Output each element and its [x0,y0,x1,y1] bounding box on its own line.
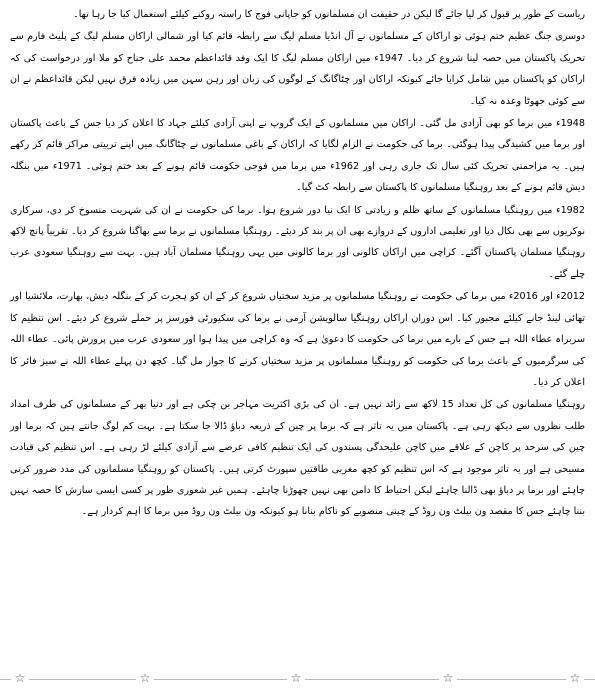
star-icon: ☆ [11,670,29,686]
star-icon: ☆ [566,670,584,686]
star-icon: ☆ [287,670,305,686]
star-icon: ☆ [136,670,154,686]
paragraph-3: 1948ء میں برما کو بھی آزادی مل گئی۔ اراکان میں مسلمانوں کے ایک گروپ نے اپنی آزادی کیلئے جہاد کا اعلان کر دیا جس کے باعث پاکستان اور برما میں کشیدگی پیدا ہوگئی۔ برما کی حکومت نے الزام لگایا کہ اراکان کے باغی مسلمانوں نے چٹاگانگ میں اپنے تربیتی مراکز قائم کر رکھے ہیں۔ یہ مزاحمتی تحریک کئی سال تک جاری رہی اور 1962ء میں برما میں فوجی حکومت قائم ہونے کے بعد ختم ہوئی۔ 1971ء میں بنگلہ دیش قائم ہونے کے بعد روہنگیا مسلمانوں کا پاکستان سے رابطہ کٹ گیا۔ [10,118,585,194]
section-divider [0,668,595,689]
paragraph-1: ریاست کے طور پر قبول کر لیا جائے گا لیکن در حقیقت ان مسلمانوں کو جاپانی فوج کا راستہ روکنے کیلئے استعمال کیا جا رہا تھا۔ [73,9,585,20]
paragraph-6: روہنگیا مسلمانوں کی کل تعداد 15 لاکھ سے زائد نہیں ہے۔ ان کی بڑی اکثریت مہاجر بن چکی ہے اور دنیا بھر کے مسلمانوں کی طرف امداد طلب نظروں سے دیکھ رہی ہے۔ پاکستان میں یہ تاثر ہے کہ برما پر چین کے ذریعہ دباؤ ڈالا جا سکتا ہے۔ بہت کم لوگ جانتے ہیں کہ برما اور چین کی سرحد پر کاچن کے علاقے میں کاچن علیحدگی پسندوں کی ایک تنظیم کافی عرصے سے آزادی کیلئے لڑ رہی ہے۔ اس تنظیم کی قیادت مسیحی ہے اور یہ تاثر موجود ہے کہ اس تنظیم کو کچھ مغربی طاقتیں سپورٹ کرتی ہیں۔ پاکستان کو روہنگیا مسلمانوں کی مدد ضرور کرنی چاہئے اور برما پر دباؤ بھی ڈالنا چاہئے لیکن احتیاط کا دامن بھی نہیں چھوڑنا چاہئے۔ ہمیں غیر شعوری طور پر کسی ایسی سازش کا حصہ نہیں بننا چاہئے جس کا مقصد ون بیلٹ ون روڈ کے چینی منصوبے کو ناکام بنانا ہو کیونکہ ون بیلٹ ون روڈ میں برما کا اہم کردار ہے۔ [10,399,585,518]
paragraph-5: 2012ء اور 2016ء میں برما کی حکومت نے روہنگیا مسلمانوں پر مزید سختیاں شروع کر کے ان کو ہجرت کر کے بنگلہ دیش، بھارت، ملائشیا اور تھائی لینڈ جانے کیلئے مجبور کیا۔ اس دوران اراکان روہنگیا سالویشن آرمی نے برما کی سکیورٹی فورسز پر حملے شروع کر دیئے۔ اس تنظیم کا سربراہ عطاء اللہ ہے جس کے بارے میں برما کی حکومت کا دعویٰ ہے کہ وہ کراچی میں پیدا ہوا اور سعودی عرب میں پرورش پائی۔ عطاء اللہ کی سرگرمیوں کے باعث برما کی حکومت کو روہنگیا مسلمانوں پر مزید سختیاں کرنے کا جواز مل گیا۔ کچھ دن پہلے عطاء اللہ نے سیز فائر کا اعلان کر دیا۔ [10,291,586,388]
paragraph-4: 1982ء میں روہنگیا مسلمانوں کے ساتھ ظلم و زیادتی کا ایک نیا دور شروع ہوا۔ برما کی حکومت نے ان کی شہریت منسوخ کر دی، سرکاری نوکریوں سے بھی نکال دیا اور تعلیمی اداروں کے دروازے بھی ان پر بند کر دیئے۔ روہنگیا مسلمانوں نے برما سے بھاگنا شروع کر دیا۔ تقریباً پانچ لاکھ روہنگیا مسلمان پاکستان آگئے۔ کراچی میں اراکان کالونی اور برما کالونی میں یہی روہنگیا مسلمان آباد ہیں۔ بہت سے روہنگیا سعودی عرب چلے گئے۔ [10,204,585,280]
star-icon: ☆ [439,670,457,686]
paragraph-2: دوسری جنگ عظیم ختم ہوئی تو اراکان کے مسلمانوں نے آل انڈیا مسلم لیگ سے رابطہ قائم کیا اور شمالی اراکان مسلم لیگ کے پلیٹ فارم سے تحریک پاکستان میں حصہ لینا شروع کر دیا۔ 1947ء میں اراکان مسلم لیگ کا ایک وفد قائداعظم محمد علی جناح کو ملا اور درخواست کی کہ اراکان کو پاکستان میں شامل کرایا جائے کیونکہ اراکان اور چٹاگانگ کے لوگوں کی زبان اور رہن سہن میں زیادہ فرق نہیں لیکن قائداعظم نے ان سے کوئی جھوٹا وعدہ نہ کیا۔ [10,31,585,107]
article-body [10,4,585,524]
